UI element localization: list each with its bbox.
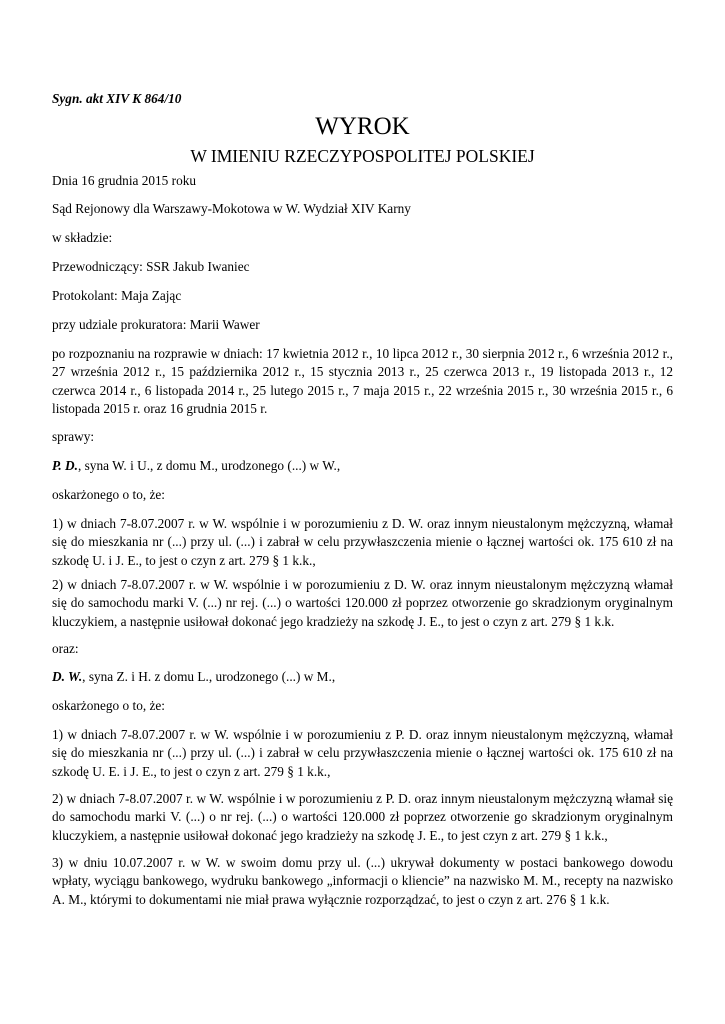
case-signature: Sygn. akt XIV K 864/10 (52, 91, 182, 106)
defendant-1-details: , syna W. i U., z domu M., urodzonego (...) w W., (77, 458, 341, 473)
prosecutor: przy udziale prokuratora: Marii Wawer (52, 317, 260, 332)
defendant-2-charge-1: 1) w dniach 7-8.07.2007 r. w W. wspólnie i w porozumieniu z P. D. oraz innym nieustalonym mężczyzną, włamał się do mieszkania nr (...) przy ul. (...) i zabrał w celu przywłaszczenia mienie o łącznej wartości ok. 175 610 zł na szkodę U. E. i J. E., to jest o czyn z art. 279 § 1 k.k., (52, 727, 673, 779)
court-name: Sąd Rejonowy dla Warszawy-Mokotowa w W. Wydział XIV Karny (52, 201, 411, 216)
court-clerk: Protokolant: Maja Zając (52, 288, 182, 303)
defendant-2-charge-2: 2) w dniach 7-8.07.2007 r. w W. wspólnie i w porozumieniu z P. D. oraz innym nieustalonym mężczyzną włamał się do samochodu marki V. (...) o nr rej. (...) o wartości 120.000 zł poprzez otworzenie go skradzionym oryginalnym kluczykiem, a następnie usiłował dokonać jego kradzieży na szkodę J. E., to jest czyn z art. 279 § 1 k.k., (52, 791, 673, 843)
defendant-2-charge-3: 3) w dniu 10.07.2007 r. w W. w swoim domu przy ul. (...) ukrywał dokumenty w postaci bankowego dowodu wpłaty, wyciągu bankowego, wydruku bankowego „informacji o kliencie” na nazwisko M. M., recepty na nazwisko A. M., którymi to dokumentami nie miał prawa wyłącznie rozporządzać, to jest o czyn z art. 276 § 1 k.k. (52, 855, 673, 907)
conjunction: oraz: (52, 641, 79, 656)
defendant-1-charge-1: 1) w dniach 7-8.07.2007 r. w W. wspólnie i w porozumieniu z D. W. oraz innym nieustalonym mężczyzną, włamał się do mieszkania nr (...) przy ul. (...) i zabrał w celu przywłaszczenia mienie o łącznej wartości ok. 175 610 zł na szkodę U. i J. E., to jest o czyn z art. 279 § 1 k.k., (52, 516, 673, 568)
presiding-judge: Przewodniczący: SSR Jakub Iwaniec (52, 259, 250, 274)
defendant-2 (52, 668, 673, 686)
defendant-1-accused: oskarżonego o to, że: (52, 487, 165, 502)
defendant-2-accused: oskarżonego o to, że: (52, 698, 165, 713)
hearing-dates: po rozpoznaniu na rozprawie w dniach: 17 kwietnia 2012 r., 10 lipca 2012 r., 30 sierpnia 2012 r., 6 września 2012 r., 27 września 2012 r., 15 października 2012 r., 15 stycznia 2013 r., 25 czerwca 2013 r., 19 listopada 2013 r., 12 czerwca 2014 r., 6 listopada 2014 r., 25 lutego 2015 r., 7 maja 2015 r., 22 września 2015 r., 30 września 2015 r., 6 listopada 2015 r. oraz 16 grudnia 2015 r. (52, 346, 673, 416)
defendant-2-name: D. W. (52, 669, 83, 684)
case-intro: sprawy: (52, 429, 95, 444)
date-line: Dnia 16 grudnia 2015 roku (52, 173, 197, 188)
defendant-1-name: P. D. (52, 458, 78, 473)
defendant-1 (52, 457, 673, 475)
document-subtitle: W IMIENIU RZECZYPOSPOLITEJ POLSKIEJ (190, 146, 535, 166)
document-title: WYROK (315, 113, 410, 140)
defendant-2-details: , syna Z. i H. z domu L., urodzonego (...) w M., (82, 669, 336, 684)
composition-label: w składzie: (52, 230, 113, 245)
defendant-1-charge-2: 2) w dniach 7-8.07.2007 r. w W. wspólnie i w porozumieniu z D. W. oraz innym nieustalonym mężczyzną włamał się do samochodu marki V. (...) nr rej. (...) o wartości 120.000 zł poprzez otworzenie go skradzionym oryginalnym kluczykiem, a następnie usiłował dokonać jego kradzieży na szkodę J. E., to jest o czyn z art. 279 § 1 k.k. (52, 577, 673, 629)
